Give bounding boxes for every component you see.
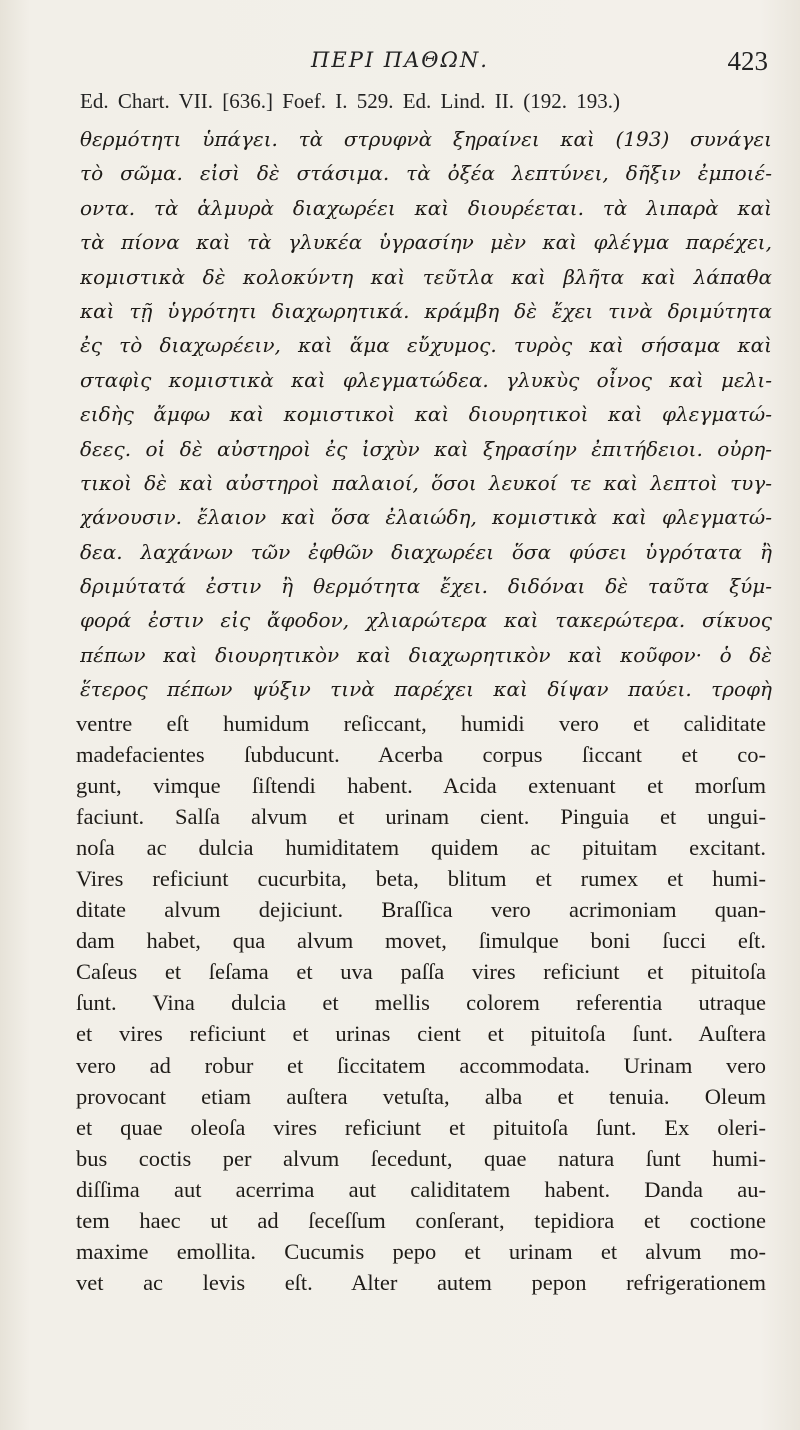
latin-text-line: provocant etiam auſtera vetuſta, alba et tenuia. Oleum (76, 1083, 766, 1109)
latin-text-line: ſunt. Vina dulcia et mellis colorem referentia utraque (76, 990, 766, 1016)
greek-text-line: δεα. λαχάνων τῶν ἐφθῶν διαχωρέει ὅσα φύσει ὑγρότατα ἢ (80, 539, 772, 564)
latin-text-line: ditate alvum dejiciunt. Braſſica vero acrimoniam quan- (76, 897, 766, 923)
latin-text-line: ventre eſt humidum reſiccant, humidi vero et caliditate (76, 711, 766, 736)
latin-text-line: diſſima aut acerrima aut caliditatem habent. Danda au- (76, 1176, 766, 1202)
greek-text-line: φορά ἐστιν εἰς ἄφοδον, χλιαρώτερα καὶ τακερώτερα. σίκυος (80, 608, 772, 633)
latin-text-line: maxime emollita. Cucumis pepo et urinam et alvum mo- (76, 1238, 766, 1264)
latin-text-line: gunt, vimque ſiſtendi habent. Acida extenuant et morſum (76, 773, 766, 799)
greek-text-line: τὸ σῶμα. εἰσὶ δὲ στάσιμα. τὰ ὀξέα λεπτύνει, δῆξιν ἐμποιέ- (80, 161, 772, 186)
greek-text-line: ἕτερος πέπων ψύξιν τινὰ παρέχει καὶ δίψαν παύει. τροφὴ (80, 677, 772, 702)
latin-text-block (76, 708, 766, 1298)
greek-text-line: δριμύτατά ἐστιν ἢ θερμότητα ἔχει. διδόναι δὲ ταῦτα ξύμ- (80, 574, 772, 599)
latin-text-line: bus coctis per alvum ſecedunt, quae natura ſunt humi- (76, 1145, 766, 1171)
page-number: 423 (727, 46, 768, 76)
edition-reference-line: Ed. Chart. VII. [636.] Foef. I. 529. Ed. Lind. II. (192. 193.) (80, 89, 620, 113)
latin-text-line: et vires reficiunt et urinas cient et pituitoſa ſunt. Auſtera (76, 1021, 766, 1047)
greek-text-line: δεες. οἱ δὲ αὐστηροὶ ἐς ἰσχὺν καὶ ξηρασίην ἐπιτήδειοι. οὐρη- (80, 436, 772, 461)
greek-text-line: τικοὶ δὲ καὶ αὐστηροὶ παλαιοί, ὅσοι λευκοί τε καὶ λεπτοὶ τυγ- (80, 470, 772, 495)
greek-text-line: χάνουσιν. ἔλαιον καὶ ὅσα ἐλαιώδη, κομιστικὰ καὶ φλεγματώ- (80, 505, 772, 530)
latin-text-line: Caſeus et ſeſama et uva paſſa vires reficiunt et pituitoſa (76, 959, 766, 985)
latin-text-line: vet ac levis eſt. Alter autem pepon refrigerationem (76, 1269, 766, 1295)
latin-text-line: madefacientes ſubducunt. Acerba corpus ſiccant et co- (76, 742, 766, 768)
greek-text-line: θερμότητι ὑπάγει. τὰ στρυφνὰ ξηραίνει καὶ (193) συνάγει (80, 127, 772, 151)
latin-text-line: dam habet, qua alvum movet, ſimulque boni ſucci eſt. (76, 928, 766, 954)
latin-text-line: et quae oleoſa vires reficiunt et pituitoſa ſunt. Ex oleri- (76, 1114, 766, 1140)
greek-text-line: σταφὶς κομιστικὰ καὶ φλεγματώδεα. γλυκὺς οἶνος καὶ μελι- (80, 367, 772, 392)
greek-text-line: πέπων καὶ διουρητικὸν καὶ διαχωρητικὸν καὶ κοῦφον· ὁ δὲ (80, 642, 772, 667)
latin-text-line: Vires reficiunt cucurbita, beta, blitum et rumex et humi- (76, 866, 766, 892)
latin-text-line: noſa ac dulcia humiditatem quidem ac pituitam excitant. (76, 835, 766, 861)
greek-text-line: οντα. τὰ ἁλμυρὰ διαχωρέει καὶ διουρέεται. τὰ λιπαρὰ καὶ (80, 195, 772, 220)
latin-text-line: vero ad robur et ſiccitatem accommodata. Urinam vero (76, 1052, 766, 1078)
latin-text-line: faciunt. Salſa alvum et urinam cient. Pinguia et ungui- (76, 804, 766, 830)
greek-text-line: ἐς τὸ διαχωρέειν, καὶ ἅμα εὔχυμος. τυρὸς καὶ σήσαμα καὶ (80, 333, 772, 358)
latin-text-line: tem haec ut ad ſeceſſum conſerant, tepidiora et coctione (76, 1207, 766, 1233)
greek-text-block (80, 122, 772, 707)
greek-text-line: καὶ τῇ ὑγρότητι διαχωρητικά. κράμβη δὲ ἔχει τινὰ δριμύτητα (80, 298, 772, 323)
greek-text-line: τὰ πίονα καὶ τὰ γλυκέα ὑγρασίην μὲν καὶ φλέγμα παρέχει, (80, 230, 772, 255)
greek-text-line: ειδὴς ἄμφω καὶ κομιστικοὶ καὶ διουρητικοὶ καὶ φλεγματώ- (80, 402, 772, 427)
running-head-title: ΠΕΡΙ ΠΑΘΩΝ. (311, 48, 489, 72)
greek-text-line: κομιστικὰ δὲ κολοκύντη καὶ τεῦτλα καὶ βλῆτα καὶ λάπαθα (80, 264, 772, 289)
